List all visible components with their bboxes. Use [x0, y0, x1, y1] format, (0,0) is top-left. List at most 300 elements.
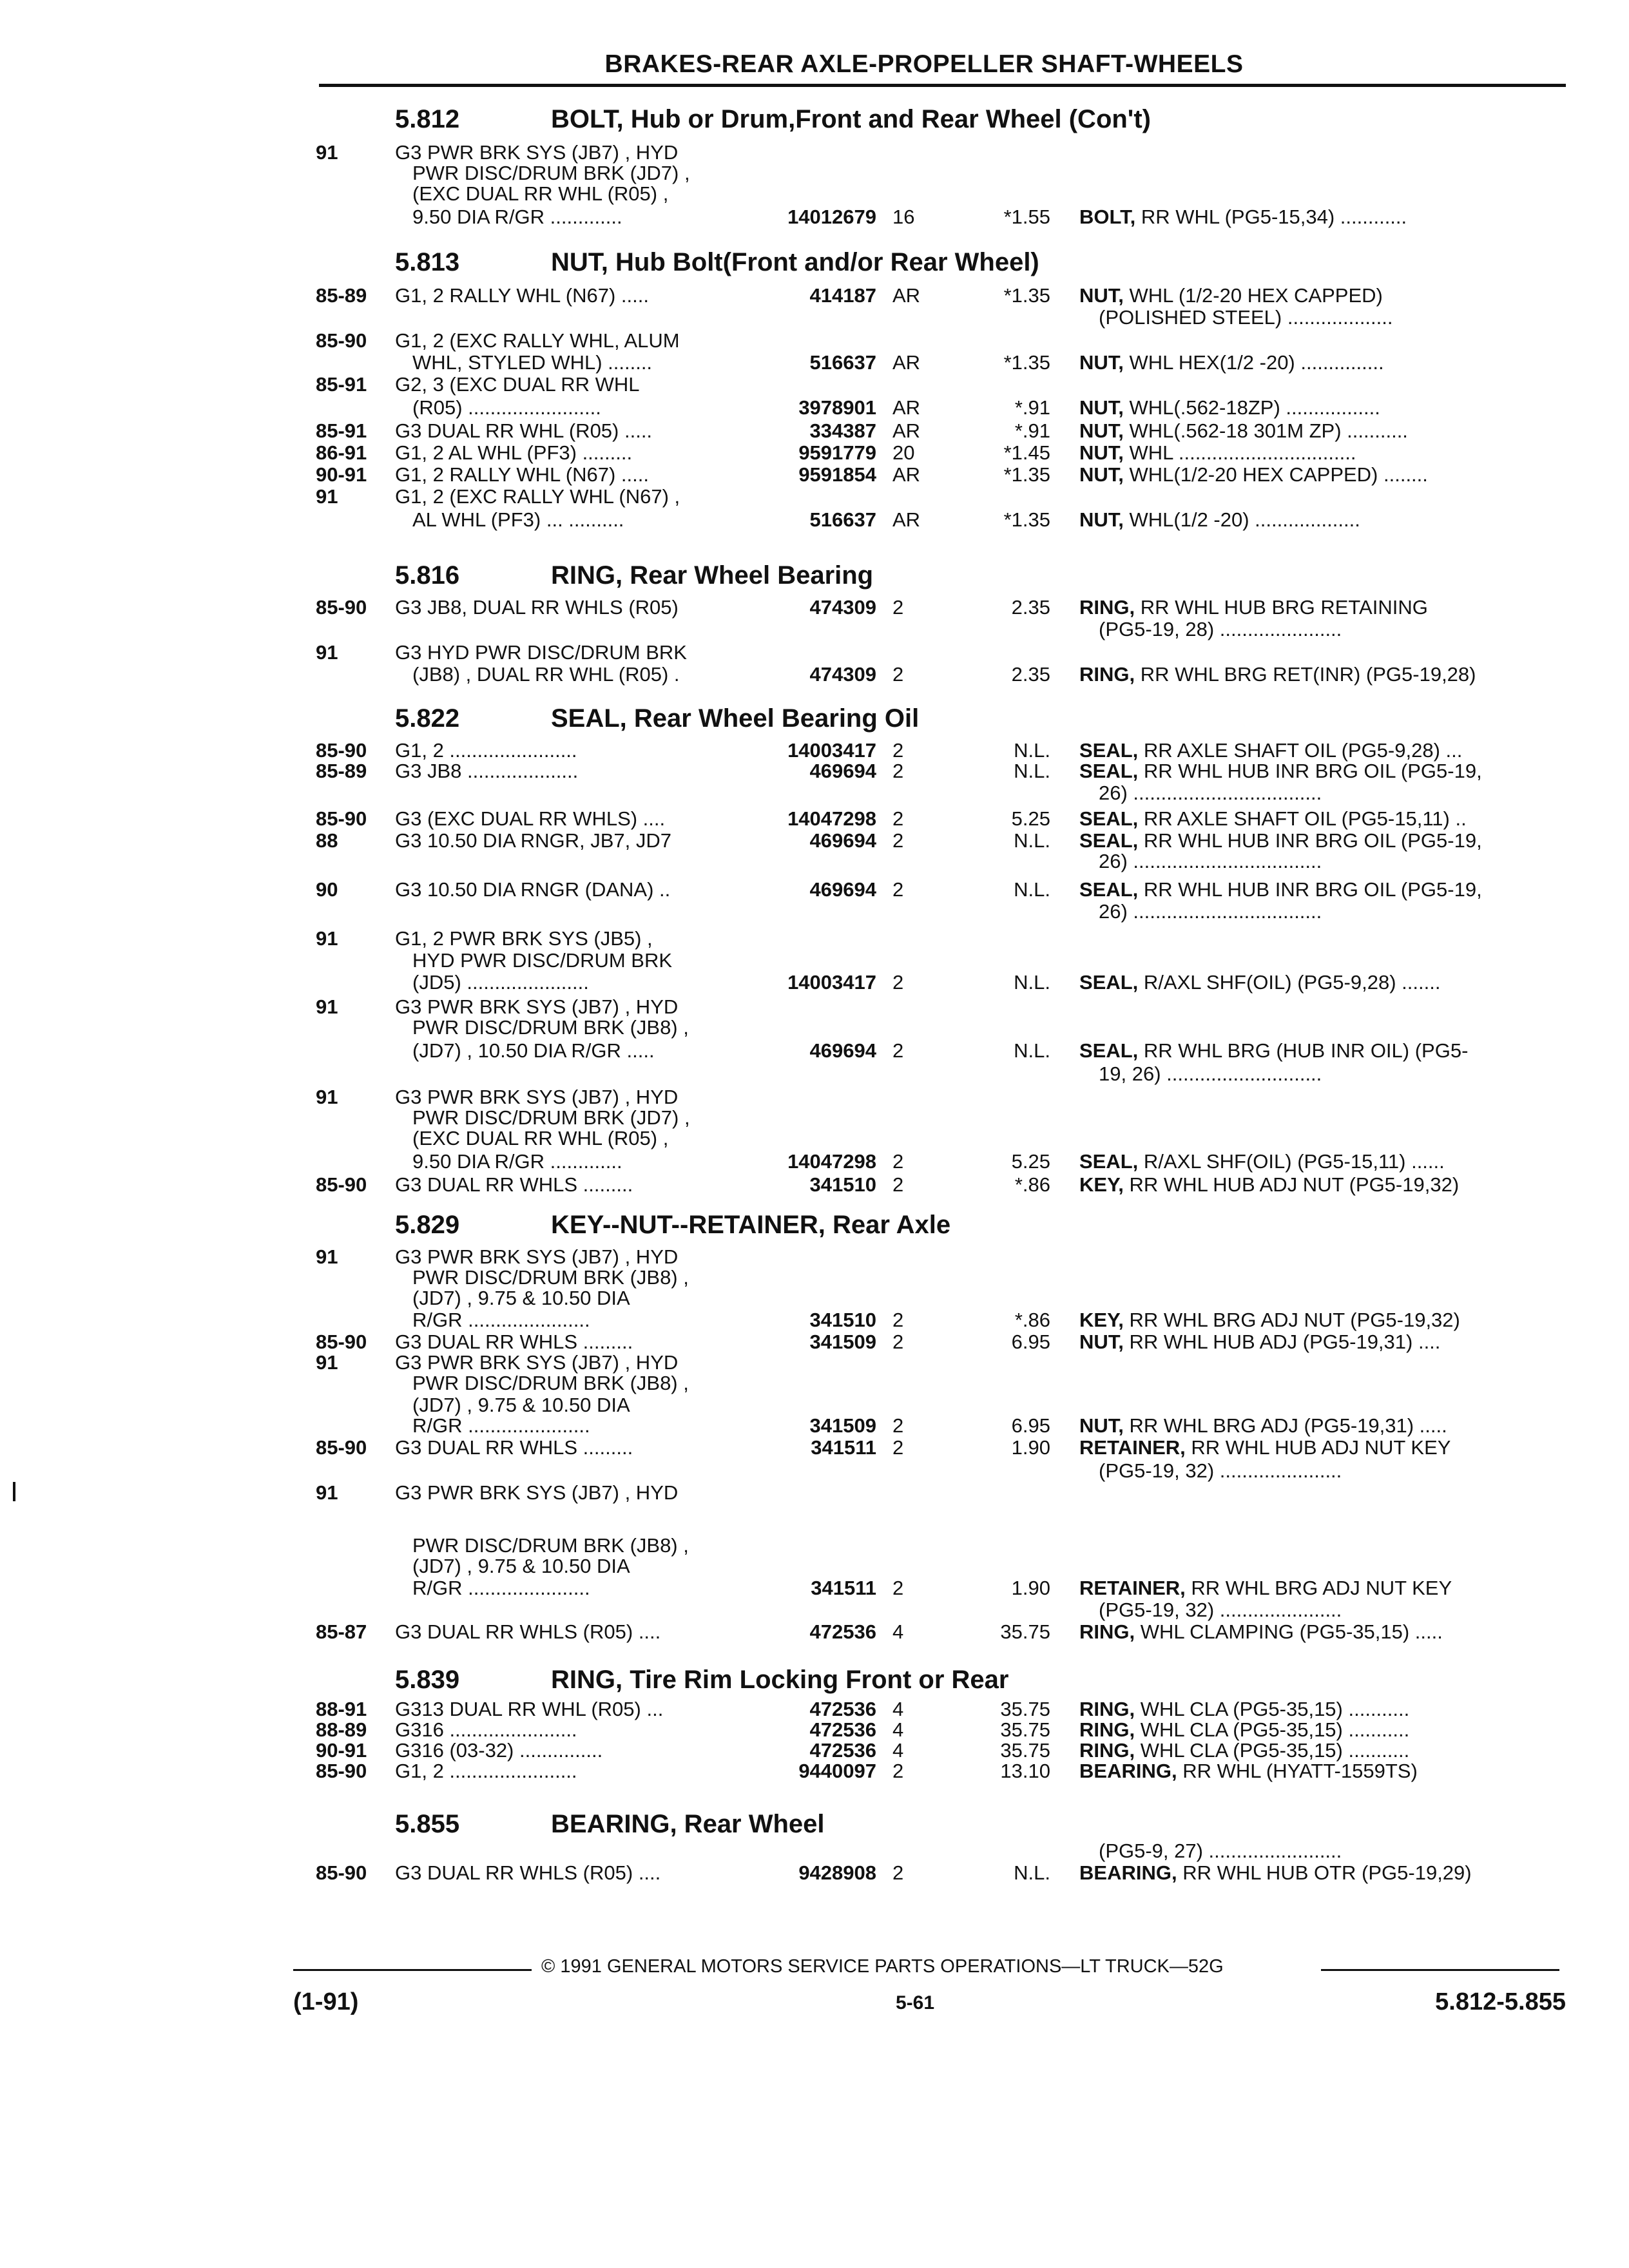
part-number: 14047298	[787, 1150, 876, 1173]
catalog-name-noun: SEAL,	[1079, 807, 1139, 830]
margin-mark	[13, 1482, 15, 1501]
catalog-line	[0, 1482, 1629, 1504]
section-title: SEAL, Rear Wheel Bearing Oil	[551, 704, 920, 733]
section-number: 5.839	[395, 1666, 460, 1694]
catalog-name-noun: RING,	[1079, 596, 1135, 619]
catalog-name	[1079, 464, 1428, 486]
catalog-name-noun: NUT,	[1079, 284, 1124, 307]
catalog-line	[0, 1372, 1629, 1394]
application-description: G3 10.50 DIA RNGR, JB7, JD7	[395, 829, 672, 852]
catalog-line	[0, 1760, 1629, 1782]
catalog-name-detail: RR WHL (HYATT-1559TS)	[1177, 1760, 1418, 1782]
model-years: 85-90	[316, 1861, 367, 1884]
footer-page-number: 5-61	[896, 1992, 935, 2013]
section-title: NUT, Hub Bolt(Front and/or Rear Wheel)	[551, 248, 1039, 276]
part-number: 14003417	[787, 971, 876, 994]
catalog-name-noun: RETAINER,	[1079, 1577, 1186, 1599]
quantity: AR	[892, 396, 921, 419]
model-years: 90	[316, 878, 338, 901]
catalog-line	[0, 1063, 1629, 1085]
application-description: AL WHL (PF3) ... ..........	[412, 508, 624, 531]
catalog-name	[1079, 760, 1482, 782]
price: 35.75	[1000, 1698, 1050, 1720]
model-years: 85-90	[316, 807, 367, 830]
catalog-name-detail: RR WHL BRG RET(INR) (PG5-19,28)	[1135, 663, 1476, 686]
catalog-line	[0, 1128, 1629, 1149]
catalog-name-noun: SEAL,	[1079, 1150, 1139, 1173]
catalog-name	[1079, 808, 1467, 830]
price: *1.35	[1003, 508, 1050, 531]
catalog-line	[0, 464, 1629, 486]
price: *.91	[1014, 396, 1050, 419]
section-number: 5.822	[395, 704, 460, 733]
catalog-line	[0, 642, 1629, 664]
application-description: G316 (03-32) ...............	[395, 1739, 603, 1762]
catalog-name-detail: RR AXLE SHAFT OIL (PG5-15,11) ..	[1138, 807, 1467, 830]
catalog-line	[0, 1599, 1629, 1621]
catalog-name-detail: RR WHL HUB INR BRG OIL (PG5-19,	[1138, 760, 1482, 782]
catalog-line	[0, 928, 1629, 950]
application-description: (JD7) , 9.75 & 10.50 DIA	[412, 1394, 630, 1416]
catalog-line	[0, 830, 1629, 852]
catalog-name-detail: 26) ..................................	[1099, 850, 1322, 872]
catalog-name-noun: RING,	[1079, 1620, 1135, 1643]
catalog-name-noun: SEAL,	[1079, 739, 1139, 762]
catalog-name-noun: BOLT,	[1079, 206, 1136, 228]
price: 35.75	[1000, 1739, 1050, 1762]
catalog-name	[1079, 740, 1462, 762]
catalog-name	[1099, 307, 1393, 329]
quantity: AR	[892, 508, 921, 531]
application-description: PWR DISC/DRUM BRK (JB8) ,	[412, 1266, 689, 1289]
price: *1.35	[1003, 351, 1050, 374]
footer-copyright: © 1991 GENERAL MOTORS SERVICE PARTS OPERATIONS—LT TRUCK—52G	[541, 1956, 1224, 1977]
application-description: PWR DISC/DRUM BRK (JB8) ,	[412, 1534, 689, 1557]
price: 1.90	[1011, 1577, 1050, 1599]
application-description: G3 PWR BRK SYS (JB7) , HYD	[395, 1086, 679, 1108]
catalog-name	[1099, 1063, 1322, 1085]
header-rule	[319, 84, 1566, 87]
catalog-name-detail: RR AXLE SHAFT OIL (PG5-9,28) ...	[1138, 739, 1463, 762]
application-description: G3 DUAL RR WHLS (R05) ....	[395, 1620, 661, 1643]
application-description: PWR DISC/DRUM BRK (JD7) ,	[412, 162, 690, 184]
price: N.L.	[1014, 878, 1050, 901]
catalog-line	[0, 950, 1629, 972]
catalog-line	[0, 1309, 1629, 1331]
catalog-name-noun: KEY,	[1079, 1173, 1124, 1196]
catalog-name	[1079, 1698, 1409, 1720]
catalog-name	[1079, 397, 1380, 419]
application-description: G3 PWR BRK SYS (JB7) , HYD	[395, 995, 679, 1018]
quantity: 2	[892, 1414, 904, 1437]
quantity: 2	[892, 807, 904, 830]
application-description: G3 DUAL RR WHLS .........	[395, 1331, 633, 1353]
section-heading	[0, 1209, 1629, 1241]
price: 35.75	[1000, 1718, 1050, 1741]
catalog-name-detail: RR WHL BRG (HUB INR OIL) (PG5-	[1138, 1039, 1469, 1062]
catalog-name	[1099, 1460, 1342, 1482]
catalog-line	[0, 1437, 1629, 1459]
model-years: 88-91	[316, 1698, 367, 1720]
catalog-name-detail: (POLISHED STEEL) ...................	[1099, 306, 1393, 329]
catalog-name	[1079, 1309, 1460, 1331]
quantity: 4	[892, 1739, 904, 1762]
model-years: 85-90	[316, 1760, 367, 1782]
application-description: G1, 2 .......................	[395, 1760, 577, 1782]
catalog-name-detail: RR WHL (PG5-15,34) ............	[1135, 206, 1407, 228]
price: *.91	[1014, 419, 1050, 442]
application-description: R/GR ......................	[412, 1577, 590, 1599]
model-years: 91	[316, 1086, 338, 1108]
catalog-line	[0, 597, 1629, 619]
catalog-line	[0, 285, 1629, 307]
model-years: 85-90	[316, 1173, 367, 1196]
catalog-line	[0, 850, 1629, 872]
part-number: 469694	[809, 829, 876, 852]
footer-rule-left	[293, 1969, 532, 1971]
section-number: 5.855	[395, 1810, 460, 1838]
catalog-name-detail: RR WHL HUB ADJ (PG5-19,31) ....	[1123, 1331, 1441, 1353]
catalog-name	[1079, 830, 1482, 852]
application-description: G1, 2 PWR BRK SYS (JB5) ,	[395, 927, 653, 950]
model-years: 85-91	[316, 419, 367, 442]
price: N.L.	[1014, 829, 1050, 852]
part-number: 341510	[809, 1309, 876, 1331]
model-years: 86-91	[316, 441, 367, 464]
catalog-name-noun: SEAL,	[1079, 971, 1139, 994]
model-years: 85-90	[316, 329, 367, 352]
catalog-line	[0, 1017, 1629, 1039]
price: *1.45	[1003, 441, 1050, 464]
quantity: 2	[892, 1436, 904, 1459]
catalog-line	[0, 808, 1629, 830]
part-number: 516637	[809, 508, 876, 531]
application-description: G3 DUAL RR WHLS (R05) ....	[395, 1861, 661, 1884]
catalog-name-detail: RR WHL HUB OTR (PG5-19,29)	[1177, 1861, 1472, 1884]
section-heading	[0, 559, 1629, 591]
catalog-name-noun: SEAL,	[1079, 1039, 1139, 1062]
model-years: 91	[316, 485, 338, 508]
catalog-name-noun: RETAINER,	[1079, 1436, 1186, 1459]
catalog-name-detail: RR WHL BRG ADJ NUT KEY	[1185, 1577, 1452, 1599]
price: *.86	[1014, 1309, 1050, 1331]
application-description: (JD7) , 9.75 & 10.50 DIA	[412, 1287, 630, 1309]
part-number: 334387	[809, 419, 876, 442]
catalog-name	[1079, 1577, 1452, 1599]
catalog-name-detail: (PG5-9, 27) ........................	[1099, 1840, 1342, 1862]
catalog-line	[0, 1577, 1629, 1599]
application-description: G3 10.50 DIA RNGR (DANA) ..	[395, 878, 671, 901]
model-years: 91	[316, 141, 338, 164]
quantity: 4	[892, 1698, 904, 1720]
catalog-name-detail: WHL CLA (PG5-35,15) ...........	[1135, 1698, 1410, 1720]
part-number: 341511	[811, 1577, 876, 1599]
catalog-name-detail: RR WHL HUB ADJ NUT KEY	[1185, 1436, 1451, 1459]
catalog-line	[0, 307, 1629, 329]
part-number: 14047298	[787, 807, 876, 830]
quantity: 2	[892, 1039, 904, 1062]
application-description: (JB8) , DUAL RR WHL (R05) .	[412, 663, 680, 686]
catalog-name	[1079, 1151, 1445, 1173]
catalog-name	[1079, 597, 1428, 619]
part-number: 9440097	[798, 1760, 876, 1782]
application-description: G3 PWR BRK SYS (JB7) , HYD	[395, 141, 679, 164]
catalog-name-detail: WHL(1/2-20 HEX CAPPED) ........	[1123, 463, 1428, 486]
model-years: 85-89	[316, 284, 367, 307]
catalog-name-detail: R/AXL SHF(OIL) (PG5-9,28) .......	[1138, 971, 1441, 994]
catalog-name	[1079, 1621, 1443, 1643]
catalog-name-noun: NUT,	[1079, 463, 1124, 486]
catalog-line	[0, 352, 1629, 374]
application-description: PWR DISC/DRUM BRK (JD7) ,	[412, 1106, 690, 1129]
catalog-name-noun: BEARING,	[1079, 1760, 1177, 1782]
catalog-line	[0, 782, 1629, 804]
catalog-line	[0, 1460, 1629, 1482]
catalog-name	[1079, 664, 1476, 686]
catalog-line	[0, 509, 1629, 531]
catalog-line	[0, 142, 1629, 164]
application-description: 9.50 DIA R/GR .............	[412, 206, 622, 228]
model-years: 85-87	[316, 1620, 367, 1643]
catalog-name-noun: RING,	[1079, 1718, 1135, 1741]
catalog-name-noun: NUT,	[1079, 1331, 1124, 1353]
catalog-line	[0, 183, 1629, 205]
catalog-name	[1099, 619, 1342, 640]
model-years: 91	[316, 1245, 338, 1268]
catalog-line	[0, 1287, 1629, 1309]
quantity: 4	[892, 1718, 904, 1741]
catalog-line	[0, 397, 1629, 419]
catalog-name-detail: 19, 26) ............................	[1099, 1062, 1322, 1085]
section-heading	[0, 1664, 1629, 1696]
catalog-line	[0, 760, 1629, 782]
part-number: 472536	[809, 1620, 876, 1643]
catalog-name-noun: NUT,	[1079, 508, 1124, 531]
part-number: 469694	[809, 760, 876, 782]
catalog-line	[0, 1555, 1629, 1577]
catalog-name-detail: WHL (1/2-20 HEX CAPPED)	[1123, 284, 1383, 307]
application-description: G3 DUAL RR WHLS .........	[395, 1436, 633, 1459]
section-title: BOLT, Hub or Drum,Front and Rear Wheel (Con't)	[551, 105, 1151, 133]
quantity: 4	[892, 1620, 904, 1643]
catalog-name-detail: WHL ................................	[1123, 441, 1356, 464]
catalog-name-detail: WHL CLAMPING (PG5-35,15) .....	[1135, 1620, 1443, 1643]
catalog-line	[0, 1086, 1629, 1108]
catalog-name	[1079, 206, 1407, 228]
catalog-name	[1079, 1174, 1459, 1196]
model-years: 85-89	[316, 760, 367, 782]
price: N.L.	[1014, 1861, 1050, 1884]
catalog-name-detail: 26) ..................................	[1099, 900, 1322, 923]
catalog-name-noun: SEAL,	[1079, 829, 1139, 852]
application-description: (JD5) ......................	[412, 971, 589, 994]
quantity: 2	[892, 1577, 904, 1599]
application-description: G3 PWR BRK SYS (JB7) , HYD	[395, 1245, 679, 1268]
catalog-name-noun: NUT,	[1079, 351, 1124, 374]
part-number: 14012679	[787, 206, 876, 228]
catalog-name	[1079, 285, 1383, 307]
price: *1.35	[1003, 463, 1050, 486]
catalog-name-noun: BEARING,	[1079, 1861, 1177, 1884]
catalog-name	[1079, 879, 1482, 901]
price: N.L.	[1014, 971, 1050, 994]
catalog-name-detail: (PG5-19, 32) ......................	[1099, 1459, 1342, 1482]
catalog-name	[1079, 442, 1356, 464]
price: 6.95	[1011, 1331, 1050, 1353]
catalog-line	[0, 1331, 1629, 1353]
catalog-line	[0, 1394, 1629, 1416]
catalog-name-detail: RR WHL HUB BRG RETAINING	[1135, 596, 1428, 619]
section-number: 5.829	[395, 1211, 460, 1239]
model-years: 91	[316, 1351, 338, 1374]
application-description: G1, 2 .......................	[395, 739, 577, 762]
catalog-name-detail: RR WHL HUB ADJ NUT (PG5-19,32)	[1123, 1173, 1460, 1196]
model-years: 91	[316, 995, 338, 1018]
application-description: G1, 2 RALLY WHL (N67) .....	[395, 284, 649, 307]
model-years: 90-91	[316, 463, 367, 486]
catalog-line	[0, 1698, 1629, 1720]
quantity: 2	[892, 971, 904, 994]
catalog-line	[0, 1621, 1629, 1643]
application-description: PWR DISC/DRUM BRK (JB8) ,	[412, 1372, 689, 1394]
model-years: 91	[316, 1481, 338, 1504]
part-number: 9591779	[798, 441, 876, 464]
catalog-line	[0, 1107, 1629, 1129]
price: N.L.	[1014, 760, 1050, 782]
catalog-line	[0, 1840, 1629, 1862]
catalog-name	[1099, 1599, 1342, 1621]
quantity: 2	[892, 596, 904, 619]
quantity: 2	[892, 1861, 904, 1884]
price: 2.35	[1011, 663, 1050, 686]
application-description: (JD7) , 10.50 DIA R/GR .....	[412, 1039, 655, 1062]
catalog-name-noun: RING,	[1079, 1739, 1135, 1762]
section-number: 5.816	[395, 561, 460, 590]
quantity: AR	[892, 463, 921, 486]
page-header-title: BRAKES-REAR AXLE-PROPELLER SHAFT-WHEELS	[604, 50, 1244, 78]
application-description: G3 JB8, DUAL RR WHLS (R05)	[395, 596, 679, 619]
catalog-name	[1079, 1760, 1418, 1782]
footer-section-range: 5.812-5.855	[1435, 1988, 1566, 2015]
part-number: 469694	[809, 1039, 876, 1062]
application-description: 9.50 DIA R/GR .............	[412, 1150, 622, 1173]
model-years: 88-89	[316, 1718, 367, 1741]
catalog-name	[1099, 901, 1322, 923]
catalog-name-detail: (PG5-19, 28) ......................	[1099, 618, 1342, 640]
catalog-name-detail: WHL(.562-18ZP) .................	[1123, 396, 1380, 419]
section-heading	[0, 246, 1629, 278]
part-number: 341510	[809, 1173, 876, 1196]
quantity: AR	[892, 419, 921, 442]
part-number: 516637	[809, 351, 876, 374]
catalog-line	[0, 619, 1629, 640]
catalog-name-detail: WHL(.562-18 301M ZP) ...........	[1123, 419, 1408, 442]
part-number: 341509	[809, 1414, 876, 1437]
model-years: 85-90	[316, 596, 367, 619]
application-description: R/GR ......................	[412, 1414, 590, 1437]
part-number: 474309	[809, 596, 876, 619]
model-years: 91	[316, 641, 338, 664]
application-description: (EXC DUAL RR WHL (R05) ,	[412, 182, 669, 205]
section-heading	[0, 1808, 1629, 1840]
application-description: G1, 2 (EXC RALLY WHL, ALUM	[395, 329, 680, 352]
price: *1.55	[1003, 206, 1050, 228]
catalog-line	[0, 996, 1629, 1018]
catalog-name-detail: RR WHL BRG ADJ NUT (PG5-19,32)	[1123, 1309, 1460, 1331]
price: *1.35	[1003, 284, 1050, 307]
part-number: 474309	[809, 663, 876, 686]
section-title: KEY--NUT--RETAINER, Rear Axle	[551, 1211, 951, 1239]
price: 2.35	[1011, 596, 1050, 619]
catalog-line	[0, 162, 1629, 184]
catalog-name	[1079, 1862, 1472, 1884]
section-title: RING, Tire Rim Locking Front or Rear	[551, 1666, 1009, 1694]
part-number: 341509	[809, 1331, 876, 1353]
part-number: 9428908	[798, 1861, 876, 1884]
catalog-name-noun: NUT,	[1079, 441, 1124, 464]
catalog-line	[0, 1352, 1629, 1374]
catalog-name	[1079, 352, 1384, 374]
catalog-name	[1079, 509, 1360, 531]
part-number: 341511	[811, 1436, 876, 1459]
catalog-line	[0, 1535, 1629, 1557]
application-description: (JD7) , 9.75 & 10.50 DIA	[412, 1555, 630, 1577]
application-description: G3 DUAL RR WHLS .........	[395, 1173, 633, 1196]
quantity: 2	[892, 1760, 904, 1782]
catalog-name-detail: R/AXL SHF(OIL) (PG5-15,11) ......	[1138, 1150, 1445, 1173]
application-description: G3 DUAL RR WHL (R05) .....	[395, 419, 653, 442]
price: 35.75	[1000, 1620, 1050, 1643]
model-years: 88	[316, 829, 338, 852]
quantity: 2	[892, 663, 904, 686]
quantity: 2	[892, 739, 904, 762]
catalog-name-noun: KEY,	[1079, 1309, 1124, 1331]
catalog-line	[0, 1740, 1629, 1762]
footer-rule-right	[1321, 1969, 1559, 1971]
application-description: G3 JB8 ....................	[395, 760, 579, 782]
catalog-name-detail: 26) ..................................	[1099, 782, 1322, 804]
catalog-line	[0, 740, 1629, 762]
price: 13.10	[1000, 1760, 1050, 1782]
application-description: G316 .......................	[395, 1718, 577, 1741]
catalog-line	[0, 1415, 1629, 1437]
section-heading	[0, 702, 1629, 735]
catalog-line	[0, 1246, 1629, 1268]
catalog-name	[1099, 782, 1322, 804]
catalog-name	[1079, 1331, 1440, 1353]
catalog-name	[1079, 972, 1440, 994]
application-description: G1, 2 RALLY WHL (N67) .....	[395, 463, 649, 486]
catalog-line	[0, 486, 1629, 508]
catalog-name	[1079, 1415, 1447, 1437]
catalog-line	[0, 879, 1629, 901]
model-years: 91	[316, 927, 338, 950]
price: 5.25	[1011, 1150, 1050, 1173]
application-description: (R05) ........................	[412, 396, 601, 419]
quantity: AR	[892, 351, 921, 374]
quantity: 2	[892, 760, 904, 782]
quantity: 2	[892, 1309, 904, 1331]
catalog-name-noun: NUT,	[1079, 419, 1124, 442]
catalog-name-detail: WHL(1/2 -20) ...................	[1123, 508, 1360, 531]
model-years: 85-90	[316, 739, 367, 762]
section-heading	[0, 103, 1629, 135]
catalog-line	[0, 374, 1629, 396]
price: N.L.	[1014, 739, 1050, 762]
part-number: 472536	[809, 1698, 876, 1720]
catalog-name-noun: NUT,	[1079, 396, 1124, 419]
section-number: 5.812	[395, 105, 460, 133]
